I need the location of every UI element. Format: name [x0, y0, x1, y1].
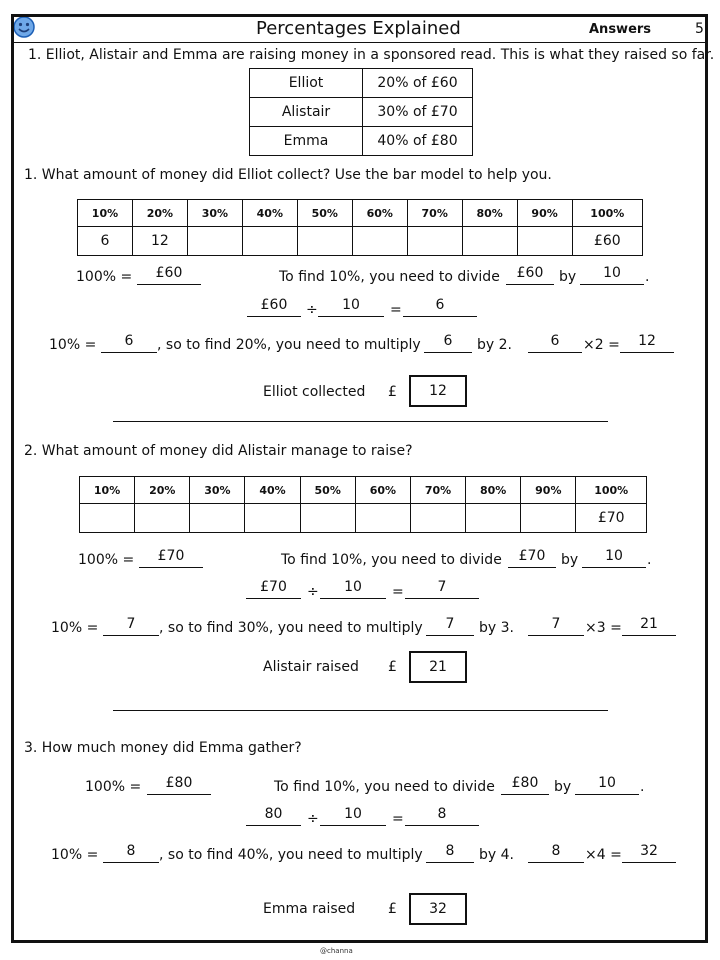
question-2: 2. What amount of money did Alistair manage to raise? — [24, 443, 413, 459]
pct100-answer: £70 — [139, 549, 203, 568]
currency-symbol: £ — [388, 384, 397, 400]
bar-value — [80, 504, 135, 533]
find-text: To find 10%, you need to divide — [279, 269, 500, 285]
summary-amount: 40% of £80 — [363, 127, 473, 156]
ten-percent-label: 10% = — [49, 337, 97, 353]
currency-symbol: £ — [388, 901, 397, 917]
summary-name: Alistair — [250, 98, 363, 127]
bar-header: 100% — [572, 200, 642, 227]
bar-value: £60 — [572, 227, 642, 256]
bar-header: 60% — [355, 477, 410, 504]
bar-header-row — [78, 200, 643, 227]
equals-sign: = — [392, 811, 404, 827]
multiply-text: , so to find 30%, you need to multiply — [159, 620, 423, 636]
pct100-answer: £60 — [137, 266, 201, 285]
bar-header: 70% — [410, 477, 465, 504]
result-box: 32 — [409, 893, 467, 925]
bar-value — [135, 504, 190, 533]
division-a: 80 — [246, 807, 301, 826]
bar-header: 70% — [407, 200, 462, 227]
by-label: by — [554, 779, 572, 795]
bar-header: 80% — [462, 200, 517, 227]
division-result: 8 — [405, 807, 479, 826]
multiply-a: 7 — [528, 617, 584, 636]
summary-amount: 30% of £70 — [363, 98, 473, 127]
bar-value — [297, 227, 352, 256]
times-sign: ×3 = — [585, 620, 622, 636]
bar-value — [190, 504, 245, 533]
pct100-label: 100% = — [76, 269, 133, 285]
multiply-answer: 7 — [426, 617, 474, 636]
intro-text: 1. Elliot, Alistair and Emma are raising money in a sponsored read. This is what they raised so far. — [28, 47, 715, 63]
result-box: 12 — [409, 375, 467, 407]
bar-value — [300, 504, 355, 533]
summary-name: Elliot — [250, 69, 363, 98]
by-factor-text: by 4. — [479, 847, 514, 863]
division-result: 6 — [403, 298, 477, 317]
bar-header: 90% — [521, 477, 576, 504]
period: . — [645, 269, 650, 285]
footer-credit: @channa — [320, 947, 353, 955]
header-divider — [14, 42, 705, 43]
divide-sign: ÷ — [307, 584, 319, 600]
bar-header: 40% — [242, 200, 297, 227]
table-row — [250, 69, 473, 98]
bar-header: 60% — [352, 200, 407, 227]
bar-value — [245, 504, 300, 533]
bar-header: 30% — [187, 200, 242, 227]
bar-header: 10% — [78, 200, 133, 227]
section-divider — [113, 710, 608, 711]
multiply-answer: 6 — [424, 334, 472, 353]
result-box: 21 — [409, 651, 467, 683]
question-3: 3. How much money did Emma gather? — [24, 740, 302, 756]
multiply-a: 6 — [528, 334, 582, 353]
bar-header: 10% — [80, 477, 135, 504]
question-1: 1. What amount of money did Elliot collect? Use the bar model to help you. — [24, 167, 552, 183]
divide-answer-a: £60 — [506, 266, 554, 285]
bar-value-row — [78, 227, 643, 256]
by-label: by — [561, 552, 579, 568]
by-label: by — [559, 269, 577, 285]
bar-value — [462, 227, 517, 256]
bar-model-2 — [79, 476, 647, 533]
bar-header: 80% — [466, 477, 521, 504]
bar-header: 30% — [190, 477, 245, 504]
bar-value — [352, 227, 407, 256]
bar-value — [521, 504, 576, 533]
bar-header: 50% — [300, 477, 355, 504]
equals-sign: = — [392, 584, 404, 600]
division-a: £70 — [246, 580, 301, 599]
summary-amount: 20% of £60 — [363, 69, 473, 98]
bar-value — [187, 227, 242, 256]
divide-sign: ÷ — [306, 302, 318, 318]
multiply-result: 12 — [620, 334, 674, 353]
pct100-label: 100% = — [78, 552, 135, 568]
page-title: Percentages Explained — [256, 18, 461, 39]
bar-value — [466, 504, 521, 533]
multiply-a: 8 — [528, 844, 584, 863]
bar-value: 6 — [78, 227, 133, 256]
divide-answer-a: £70 — [508, 549, 556, 568]
answers-label: Answers — [589, 22, 652, 37]
bar-value — [407, 227, 462, 256]
ten-percent-label: 10% = — [51, 620, 99, 636]
divide-answer-b: 10 — [580, 266, 644, 285]
find-text: To find 10%, you need to divide — [274, 779, 495, 795]
summary-table — [249, 68, 473, 156]
bar-header: 100% — [576, 477, 647, 504]
period: . — [640, 779, 645, 795]
summary-name: Emma — [250, 127, 363, 156]
ten-percent-answer: 7 — [103, 617, 159, 636]
table-row — [250, 98, 473, 127]
divide-answer-b: 10 — [582, 549, 646, 568]
division-b: 10 — [320, 807, 386, 826]
bar-value — [517, 227, 572, 256]
section-divider — [113, 421, 608, 422]
division-b: 10 — [320, 580, 386, 599]
bar-header: 50% — [297, 200, 352, 227]
pct100-label: 100% = — [85, 779, 142, 795]
page-number: 5 — [695, 21, 704, 37]
times-sign: ×4 = — [585, 847, 622, 863]
bar-value — [355, 504, 410, 533]
result-label: Elliot collected — [263, 384, 366, 400]
bar-header: 90% — [517, 200, 572, 227]
divide-sign: ÷ — [307, 811, 319, 827]
ten-percent-answer: 6 — [101, 334, 157, 353]
division-b: 10 — [318, 298, 384, 317]
bar-header: 20% — [132, 200, 187, 227]
multiply-result: 32 — [622, 844, 676, 863]
bar-value — [410, 504, 465, 533]
pct100-answer: £80 — [147, 776, 211, 795]
bar-header: 20% — [135, 477, 190, 504]
divide-answer-a: £80 — [501, 776, 549, 795]
bar-value: 12 — [132, 227, 187, 256]
table-row — [250, 127, 473, 156]
equals-sign: = — [390, 302, 402, 318]
bar-value — [242, 227, 297, 256]
division-a: £60 — [247, 298, 301, 317]
divide-answer-b: 10 — [575, 776, 639, 795]
result-label: Alistair raised — [263, 659, 359, 675]
result-label: Emma raised — [263, 901, 356, 917]
currency-symbol: £ — [388, 659, 397, 675]
period: . — [647, 552, 652, 568]
ten-percent-label: 10% = — [51, 847, 99, 863]
multiply-result: 21 — [622, 617, 676, 636]
bar-value-row — [80, 504, 647, 533]
bar-value: £70 — [576, 504, 647, 533]
find-text: To find 10%, you need to divide — [281, 552, 502, 568]
division-result: 7 — [405, 580, 479, 599]
bar-model-1 — [77, 199, 643, 256]
by-factor-text: by 3. — [479, 620, 514, 636]
bar-header: 40% — [245, 477, 300, 504]
multiply-text: , so to find 20%, you need to multiply — [157, 337, 421, 353]
ten-percent-answer: 8 — [103, 844, 159, 863]
bar-header-row — [80, 477, 647, 504]
times-sign: ×2 = — [583, 337, 620, 353]
multiply-text: , so to find 40%, you need to multiply — [159, 847, 423, 863]
by-factor-text: by 2. — [477, 337, 512, 353]
multiply-answer: 8 — [426, 844, 474, 863]
